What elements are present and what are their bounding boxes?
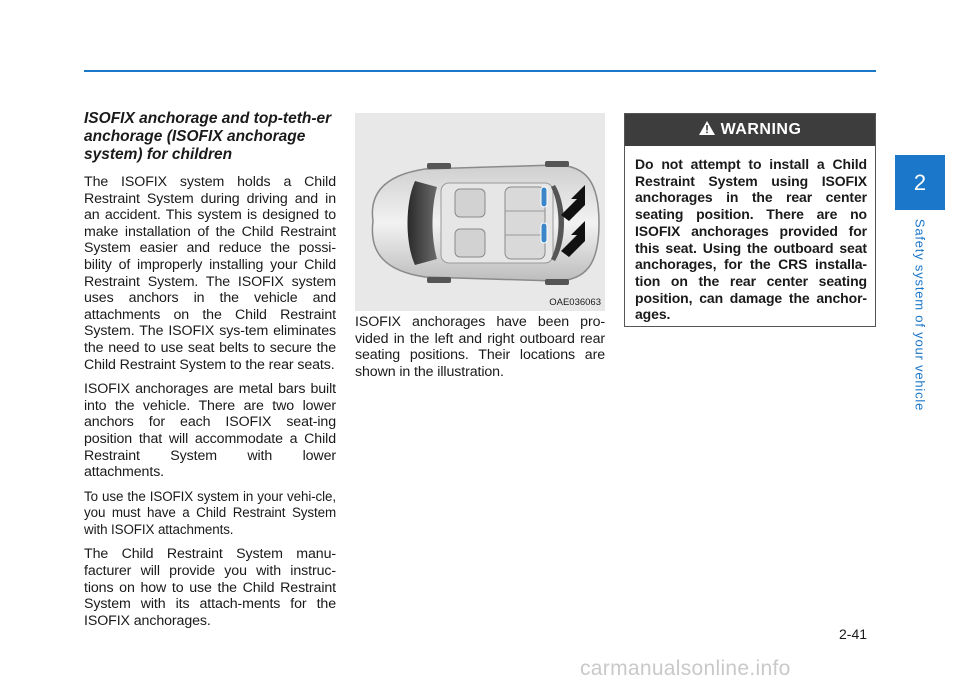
left-column — [84, 110, 336, 637]
chapter-title: Safety system of your vehicle — [912, 218, 928, 412]
page-number: 2-41 — [839, 626, 868, 642]
paragraph: ISOFIX anchorages are metal bars built into the vehicle. There are two lower anchors for each ISOFIX seat-ing position that will accommodate a Child Restraint System with lower attachments. — [84, 381, 336, 481]
header-rule — [84, 70, 876, 72]
middle-column — [355, 314, 605, 388]
isofix-illustration — [355, 113, 605, 311]
warning-text: Do not attempt to install a Child Restraint System using ISOFIX anchorages in the rear center seating position. There are no ISOFIX anchorages provided for this seat. Using the outboard seat anchorages, for the CRS installa-tion on the rear center seating position, can damage the anchor-ages. — [635, 156, 867, 323]
warning-triangle-icon — [699, 121, 715, 140]
watermark: carmanualsonline.info — [580, 657, 791, 680]
figure-caption: ISOFIX anchorages have been pro-vided in the left and right outboard rear seating positions. Their locations are shown in the illustration. — [355, 314, 605, 380]
warning-header — [625, 114, 875, 146]
section-heading: ISOFIX anchorage and top-teth-er anchorage (ISOFIX anchorage system) for children — [84, 110, 332, 163]
car-top-view-image — [355, 113, 605, 311]
paragraph: The ISOFIX system holds a Child Restraint System during driving and in an accident. This system is designed to make installation of the Child Restraint System easier and reduce the possi-bility of improperly installing your Child Restraint System. The ISOFIX system uses anchors in the vehicle and attachments on the Child Restraint System. The ISOFIX sys-tem eliminates the need to use seat belts to secure the Child Restraint System to the rear seats. — [84, 174, 336, 373]
warning-title: WARNING — [720, 121, 802, 138]
warning-box — [624, 113, 876, 327]
paragraph: The Child Restraint System manu-facturer will provide you with instruc-tions on how to use the Child Restraint System with its attach-ments for the ISOFIX anchorages. — [84, 546, 336, 629]
figure-code: OAE036063 — [549, 297, 601, 308]
paragraph: To use the ISOFIX system in your vehi-cle, you must have a Child Restraint System with ISOFIX attachments. — [84, 488, 336, 537]
chapter-tab: 2 — [895, 155, 945, 210]
